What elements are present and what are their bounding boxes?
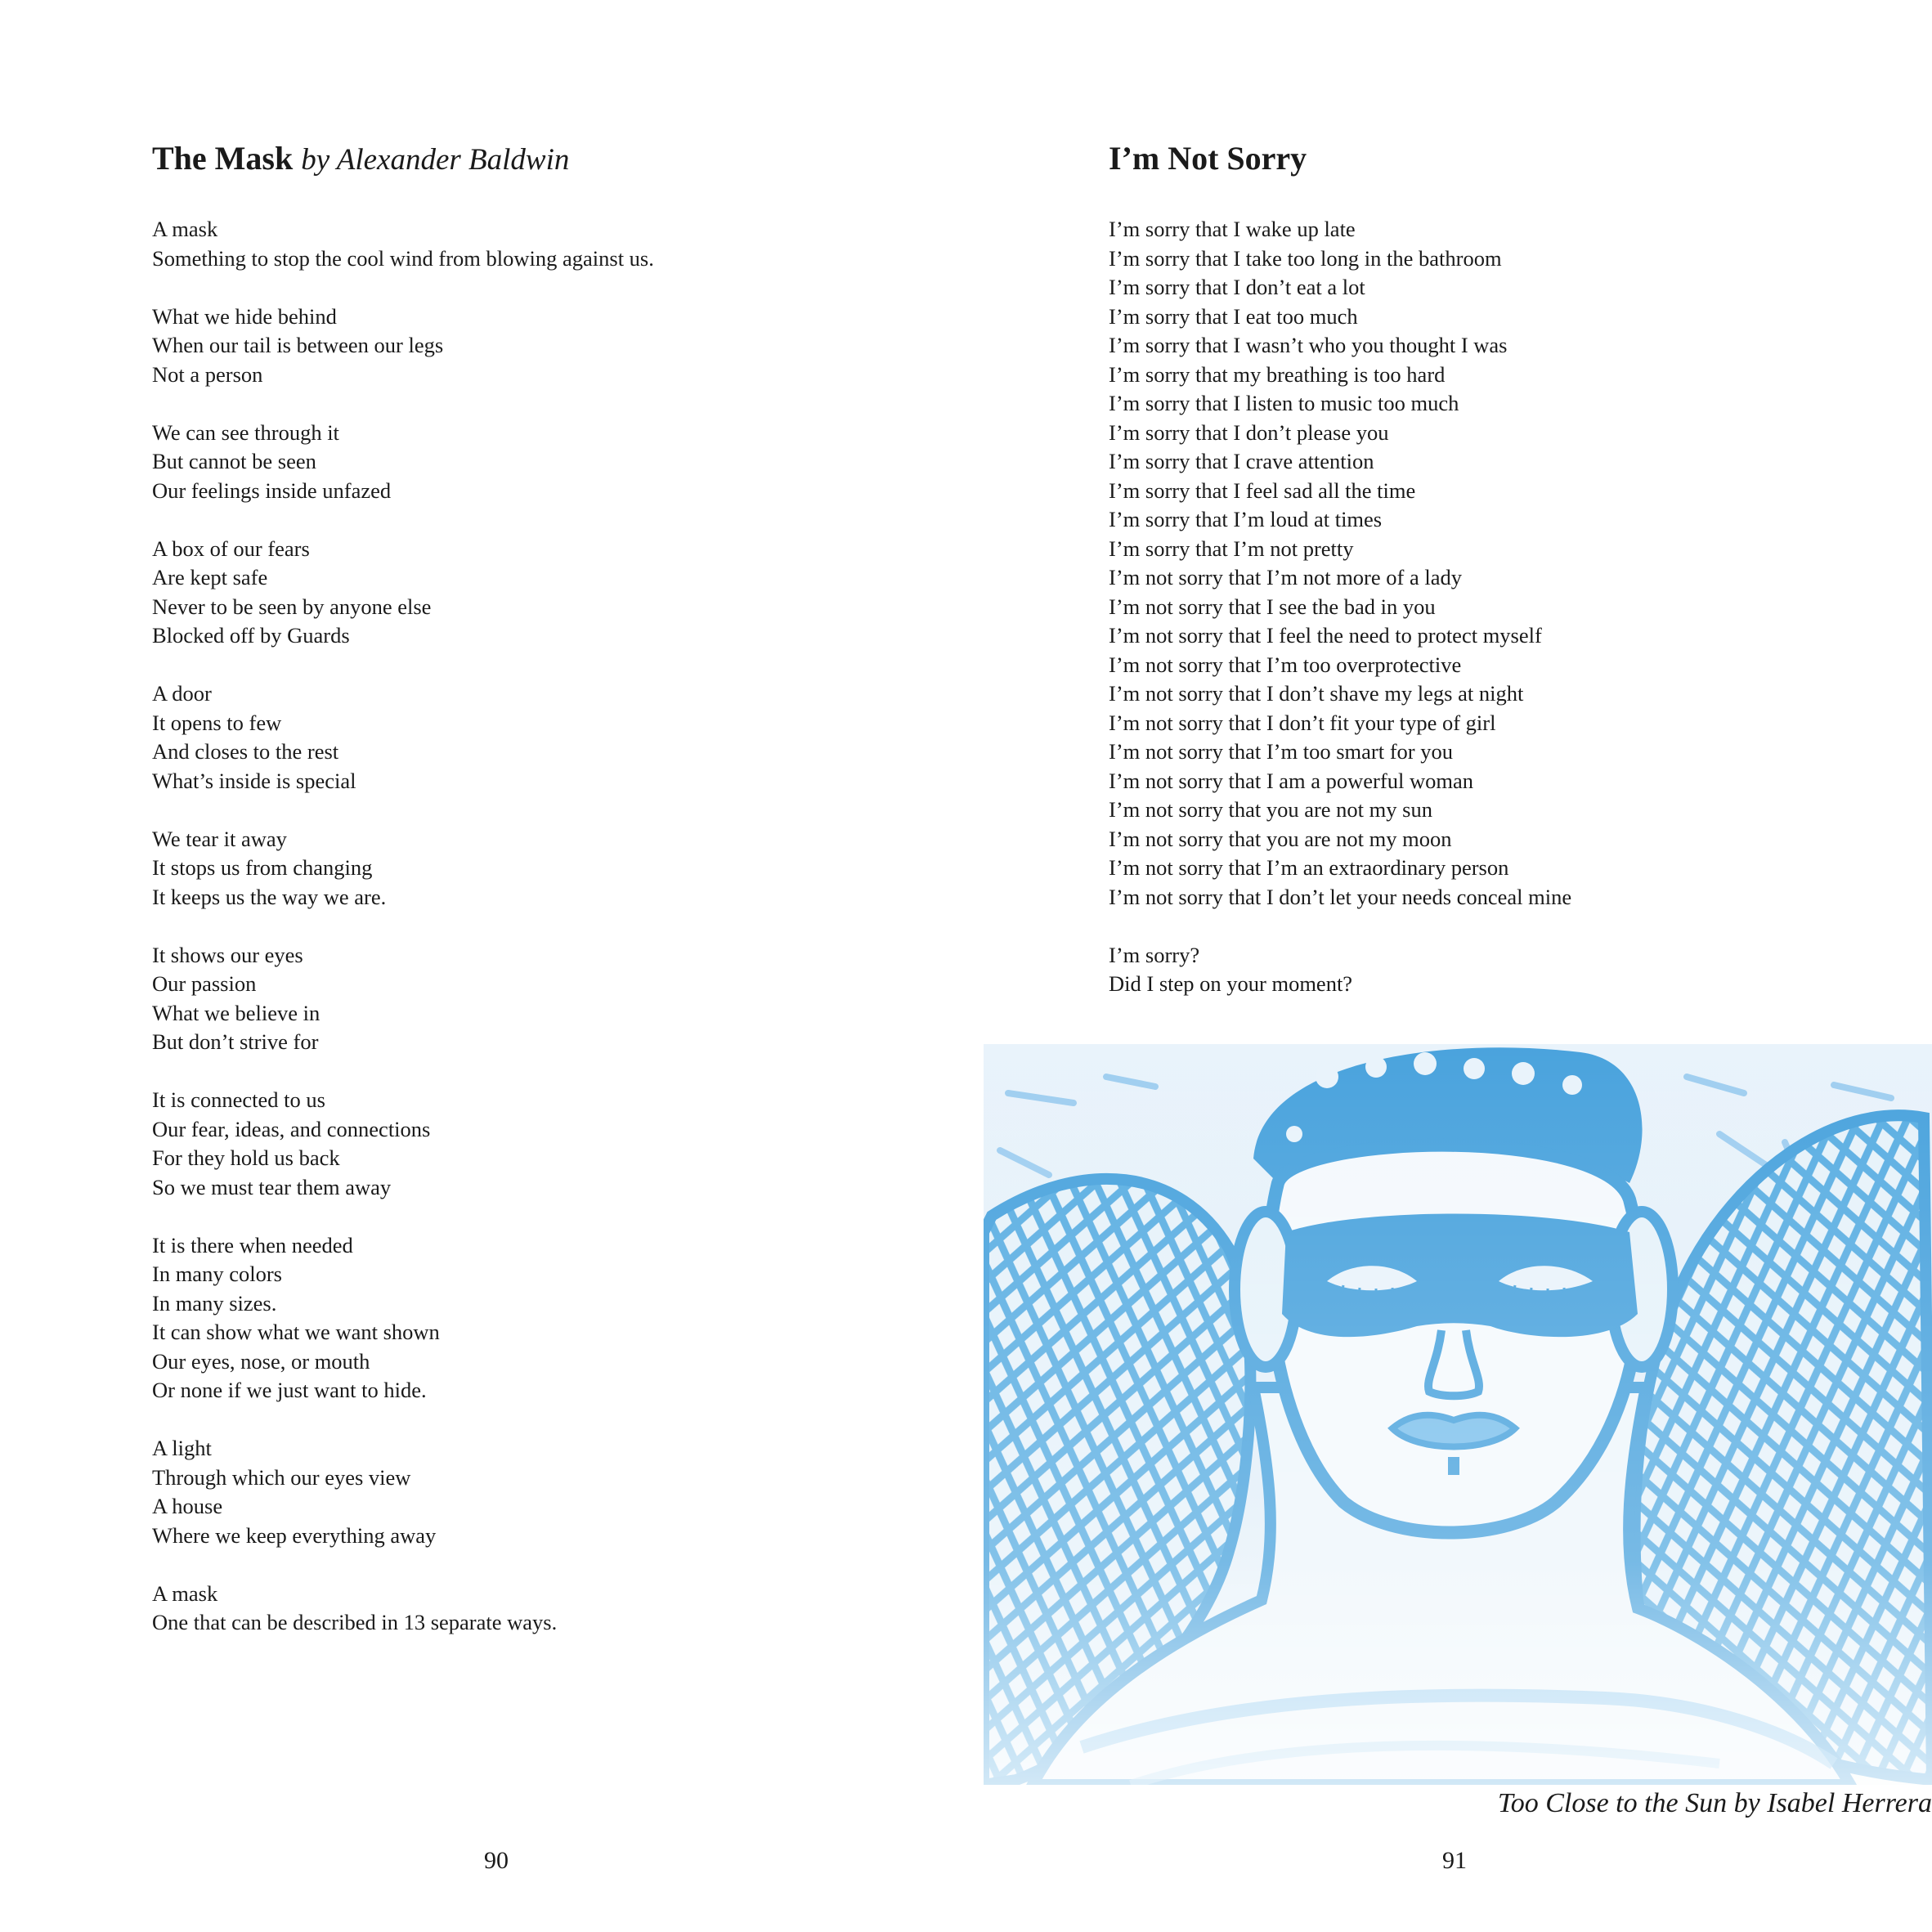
- poem-line: I’m not sorry that I see the bad in you: [1109, 594, 1436, 619]
- poem-stanza: [1109, 215, 1571, 912]
- poem-line: I’m sorry that I eat too much: [1109, 303, 1358, 329]
- poem-line: I’m sorry that I’m loud at times: [1109, 507, 1383, 531]
- poem-stanza: [152, 1434, 654, 1550]
- poem-line: I’m sorry that I listen to music too much: [1109, 391, 1459, 415]
- poem-line: It can show what we want shown: [152, 1320, 440, 1344]
- poem-stanza: [152, 303, 654, 390]
- artwork-image: [984, 1044, 1932, 1785]
- poem-line: I’m sorry that my breathing is too hard: [1109, 361, 1446, 387]
- poem-line: For they hold us back: [152, 1145, 340, 1170]
- poem-line: I’m sorry that I wake up late: [1109, 217, 1356, 241]
- poem-line: Are kept safe: [152, 565, 268, 589]
- poem-line: A light: [152, 1436, 212, 1460]
- artwork-caption: Too Close to the Sun by Isabel Herrera: [1497, 1788, 1932, 1818]
- poem-line: But cannot be seen: [152, 449, 316, 473]
- poem-line: Through which our eyes view: [152, 1464, 411, 1490]
- poem-stanza: [152, 825, 654, 912]
- poem-line: I’m not sorry that I’m too overprotective: [1109, 652, 1462, 677]
- poem-line: What we hide behind: [152, 303, 337, 329]
- poem-line: A door: [152, 681, 212, 706]
- poem-line: I’m sorry that I take too long in the bathroom: [1109, 245, 1502, 271]
- poem-stanza: [152, 1580, 654, 1638]
- poem-stanza: [152, 941, 654, 1057]
- poem-line: When our tail is between our legs: [152, 333, 444, 357]
- poem-line: I’m not sorry that you are not my sun: [1109, 797, 1432, 822]
- right-page: [966, 0, 1932, 1932]
- poem-line: Where we keep everything away: [152, 1522, 437, 1548]
- poem-line: I’m not sorry that I’m too smart for you: [1109, 739, 1453, 764]
- poem-title-text: The Mask: [152, 140, 294, 177]
- poem-line: I’m sorry?: [1109, 942, 1200, 967]
- poem-line: It stops us from changing: [152, 855, 373, 880]
- poem-line: It is connected to us: [152, 1087, 325, 1112]
- poem-line: Never to be seen by anyone else: [152, 594, 432, 619]
- poem-line: Did I step on your moment?: [1109, 971, 1353, 996]
- poem-line: I’m not sorry that I don’t shave my legs at night: [1109, 681, 1524, 706]
- poem-line: Our eyes, nose, or mouth: [152, 1348, 370, 1374]
- poem-line: One that can be described in 13 separate ways.: [152, 1610, 558, 1634]
- poem-stanza: [152, 1231, 654, 1405]
- poem-stanza: [152, 679, 654, 796]
- poem-stanza: [152, 1086, 654, 1202]
- poem-line: In many colors: [152, 1262, 282, 1286]
- poem-body: [152, 215, 654, 1638]
- page-number: 90: [484, 1847, 509, 1874]
- poem-line: It opens to few: [152, 710, 282, 735]
- poem-line: I’m sorry that I feel sad all the time: [1109, 477, 1416, 503]
- poem-body: [1109, 215, 1571, 999]
- poem-line: And closes to the rest: [152, 739, 339, 764]
- poem-title: I’m Not Sorry: [1109, 140, 1307, 177]
- poem-line: I’m not sorry that I don’t let your needs conceal mine: [1109, 884, 1572, 909]
- poem-line: I’m not sorry that I’m an extraordinary person: [1109, 855, 1509, 880]
- poem-stanza: [152, 215, 654, 273]
- poem-line: What we believe in: [152, 1000, 321, 1025]
- poem-line: Or none if we just want to hide.: [152, 1378, 427, 1402]
- poem-line: We tear it away: [152, 826, 287, 851]
- poem-line: I’m not sorry that I’m not more of a lady: [1109, 565, 1462, 589]
- poem-line: I’m sorry that I wasn’t who you thought I was: [1109, 333, 1508, 357]
- poem-line: I’m sorry that I crave attention: [1109, 449, 1374, 473]
- poem-line: Our fear, ideas, and connections: [152, 1116, 431, 1141]
- poem-stanza: [1109, 941, 1571, 999]
- poem-line: Not a person: [152, 361, 263, 387]
- page-number: 91: [1442, 1847, 1467, 1874]
- poem-line: But don’t strive for: [152, 1029, 319, 1054]
- poem-line: A mask: [152, 1580, 218, 1606]
- poem-line: I’m not sorry that I feel the need to protect myself: [1109, 623, 1542, 648]
- poem-line: I’m not sorry that I don’t fit your type of girl: [1109, 710, 1496, 735]
- poem-line: It keeps us the way we are.: [152, 884, 387, 909]
- poem-line: Our passion: [152, 971, 257, 996]
- poem-line: Something to stop the cool wind from blowing against us.: [152, 245, 654, 271]
- poem-stanza: [152, 419, 654, 506]
- poem-line: I’m sorry that I don’t eat a lot: [1109, 275, 1365, 299]
- poem-line: So we must tear them away: [152, 1174, 392, 1199]
- poem-line: What’s inside is special: [152, 768, 356, 793]
- poem-line: It shows our eyes: [152, 942, 303, 967]
- poem-line: In many sizes.: [152, 1290, 277, 1316]
- poem-stanza: [152, 535, 654, 651]
- poem-line: A house: [152, 1494, 223, 1518]
- poem-line: I’m not sorry that I am a powerful woman: [1109, 768, 1473, 793]
- poem-title: [152, 139, 569, 178]
- poem-line: We can see through it: [152, 419, 339, 445]
- poem-line: I’m not sorry that you are not my moon: [1109, 826, 1452, 851]
- poem-line: It is there when needed: [152, 1232, 353, 1257]
- poem-byline: by Alexander Baldwin: [301, 143, 570, 177]
- poem-line: A mask: [152, 217, 218, 241]
- poem-line: Our feelings inside unfazed: [152, 477, 392, 503]
- poem-line: I’m sorry that I don’t please you: [1109, 419, 1389, 445]
- poem-line: I’m sorry that I’m not pretty: [1109, 536, 1354, 561]
- poem-line: A box of our fears: [152, 536, 310, 561]
- poem-line: Blocked off by Guards: [152, 623, 350, 648]
- linocut-angel-illustration: [984, 1044, 1932, 1785]
